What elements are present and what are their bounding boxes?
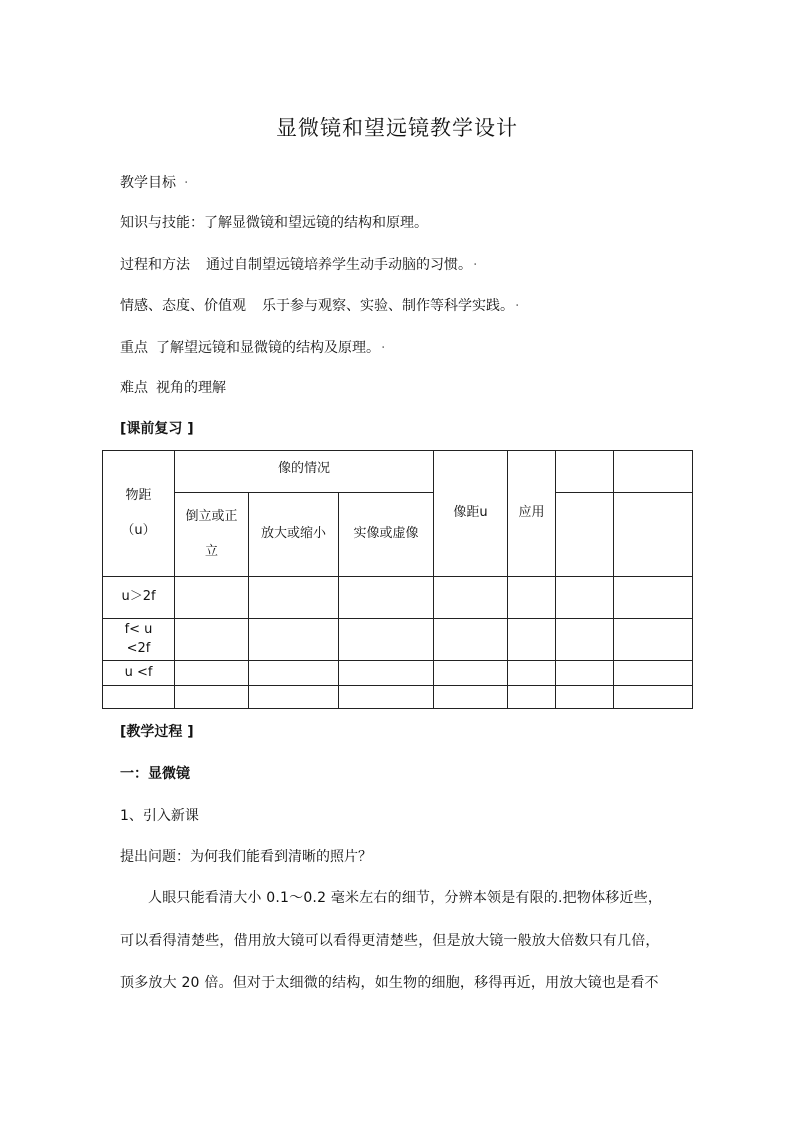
header-blank-4	[614, 493, 693, 577]
row-label: f< u <2f	[103, 619, 175, 661]
header-application: 应用	[508, 451, 556, 577]
table-row	[103, 619, 693, 661]
table-row	[103, 661, 693, 686]
table-cell	[508, 577, 556, 619]
header-blank-1	[556, 451, 614, 493]
table-cell	[249, 577, 339, 619]
table-cell	[556, 577, 614, 619]
question-text: 提出问题：为何我们能看到清晰的照片？	[120, 849, 372, 865]
table-cell	[249, 619, 339, 661]
objective-knowledge: 知识与技能：了解显微镜和望远镜的结构和原理。	[120, 215, 428, 231]
row-label	[103, 686, 175, 709]
table-cell	[508, 619, 556, 661]
header-real-virtual: 实像或虚像	[339, 493, 434, 577]
table-cell	[434, 619, 508, 661]
header-blank-3	[556, 493, 614, 577]
table-cell	[175, 661, 249, 686]
table-cell	[434, 577, 508, 619]
table-cell	[614, 619, 693, 661]
header-object-distance: 物距 （u）	[103, 451, 175, 577]
process-heading: [教学过程 ]	[120, 724, 194, 740]
table-cell	[556, 619, 614, 661]
table-cell	[175, 619, 249, 661]
table-cell	[339, 619, 434, 661]
table-cell	[249, 686, 339, 709]
row-label: u＞2f	[103, 577, 175, 619]
review-table	[102, 450, 693, 709]
objective-attitude: 情感、态度、价值观 乐于参与观察、实验、制作等科学实践。 ·	[120, 298, 520, 314]
table-row	[103, 577, 693, 619]
table-cell	[614, 661, 693, 686]
difficulty: 难点 视角的理解	[120, 380, 226, 396]
header-size: 放大或缩小	[249, 493, 339, 577]
table-cell	[339, 686, 434, 709]
table-cell	[339, 577, 434, 619]
objective-process: 过程和方法 通过自制望远镜培养学生动手动脑的习惯。 ·	[120, 257, 478, 273]
header-orientation: 倒立或正 立	[175, 493, 249, 577]
table-row	[103, 686, 693, 709]
paragraph-line: 顶多放大 20 倍。但对于太细微的结构，如生物的细胞，移得再近，用放大镜也是看不	[120, 975, 659, 991]
table-cell	[614, 577, 693, 619]
document-title: 显微镜和望远镜教学设计	[276, 116, 518, 140]
table-cell	[556, 661, 614, 686]
table-cell	[508, 661, 556, 686]
step-introduce-lesson: 1、引入新课	[120, 808, 199, 824]
table-cell	[508, 686, 556, 709]
header-image-group: 像的情况	[175, 451, 434, 493]
table-cell	[556, 686, 614, 709]
table-cell	[339, 661, 434, 686]
row-label: u <f	[103, 661, 175, 686]
paragraph-line: 人眼只能看清大小 0.1～0.2 毫米左右的细节，分辨本领是有限的.把物体移近些，	[148, 890, 663, 906]
section-heading-microscope: 一：显微镜	[120, 766, 190, 782]
objectives-heading: 教学目标 ·	[120, 175, 189, 191]
header-blank-2	[614, 451, 693, 493]
table-cell	[249, 661, 339, 686]
paragraph-line: 可以看得清楚些，借用放大镜可以看得更清楚些，但是放大镜一般放大倍数只有几倍，	[120, 933, 660, 949]
key-point: 重点 了解望远镜和显微镜的结构及原理。 ·	[120, 340, 386, 356]
table-cell	[614, 686, 693, 709]
header-image-distance: 像距u	[434, 451, 508, 577]
table-cell	[434, 661, 508, 686]
table-cell	[175, 686, 249, 709]
review-heading: [课前复习 ]	[120, 421, 194, 437]
table-cell	[434, 686, 508, 709]
table-cell	[175, 577, 249, 619]
